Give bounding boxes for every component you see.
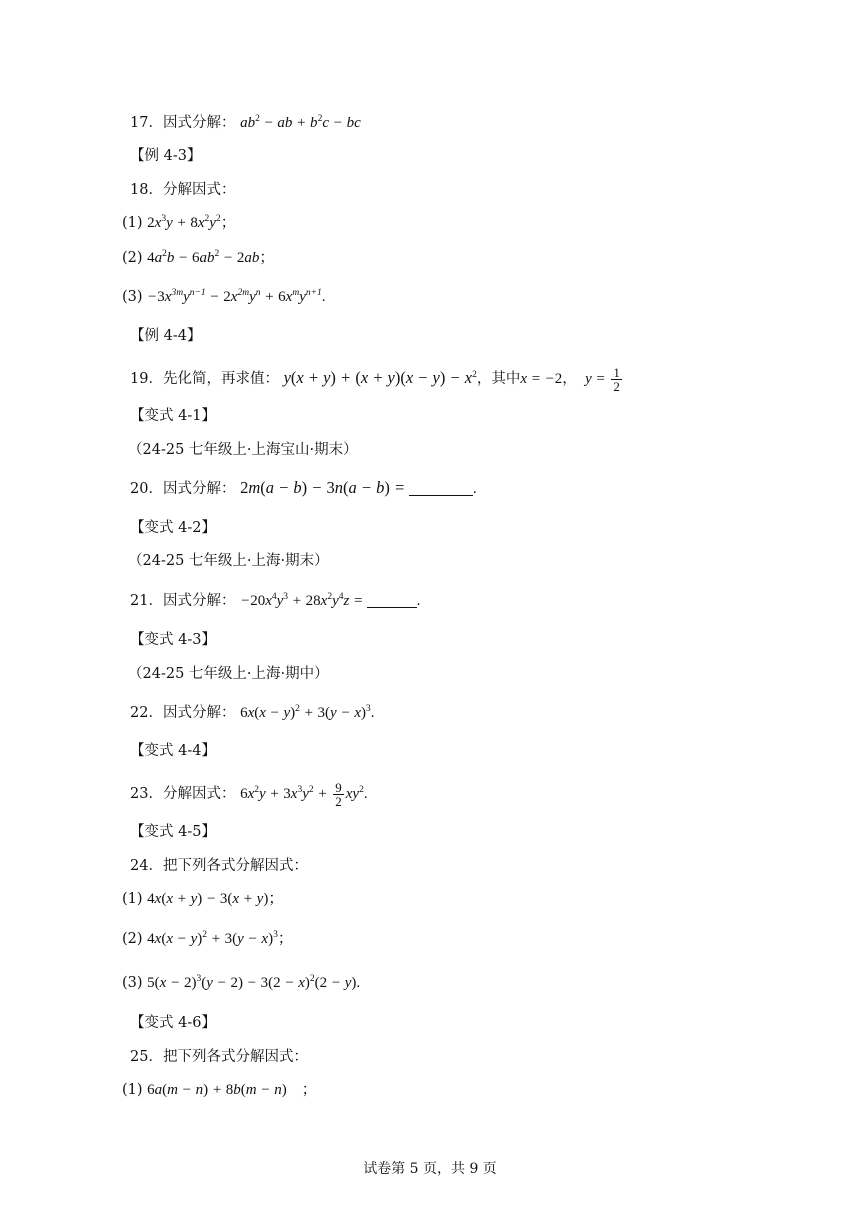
- question-23-label: 23．分解因式：: [130, 785, 236, 802]
- question-24-part-3: [122, 973, 360, 993]
- question-22-label: 22．因式分解：: [130, 705, 236, 721]
- question-24-part-2: [122, 929, 293, 949]
- question-17-expression: $ab^2$ − ab + $b^2c$ − bc: [240, 114, 361, 131]
- question-19-label: 19．先化简，再求值：: [130, 370, 279, 387]
- question-17-label: 17．因式分解：: [130, 115, 236, 131]
- question-19-condition-text: ，其中: [476, 370, 521, 387]
- part-expression: $-3x^{3m}y^{n-1} - 2x^{2m}y^n + 6x^my^{n+1}$.: [147, 288, 326, 305]
- part-label: (1): [122, 891, 143, 907]
- question-17: [130, 113, 361, 133]
- question-24: 24．把下列各式分解因式：: [130, 858, 308, 874]
- part-expression: 4x(x + y) − 3(x + y)；: [147, 891, 284, 907]
- question-18-part-3: [122, 287, 326, 307]
- question-21-label: 21．因式分解：: [130, 593, 236, 609]
- question-20-expression: 2m(a − b) − 3n(a − b) =: [240, 478, 410, 497]
- part-expression: $2x^3y + 8x^2y^2$；: [147, 214, 236, 231]
- question-23-expression: $6x^2y + 3x^3y^2$ + $\frac{9}{2}$ $xy^2$.: [240, 780, 368, 809]
- variant-4-1-heading: 【变式 4-1】: [130, 408, 216, 424]
- example-4-4-heading: 【例 4-4】: [130, 328, 202, 344]
- x-value: x = −2: [520, 370, 563, 387]
- variant-4-5-heading: 【变式 4-5】: [130, 824, 216, 840]
- variant-4-1-source: （24-25 七年级上·上海宝山·期末）: [128, 442, 358, 458]
- part-label: (1): [122, 1082, 143, 1098]
- question-24-part-1: [122, 889, 283, 909]
- variant-4-6-heading: 【变式 4-6】: [130, 1015, 216, 1031]
- answer-blank[interactable]: [367, 593, 417, 608]
- variant-4-2-heading: 【变式 4-2】: [130, 520, 216, 536]
- question-23: [130, 781, 368, 808]
- variant-4-2-source: （24-25 七年级上·上海·期末）: [128, 553, 329, 569]
- part-label: (2): [122, 250, 143, 266]
- question-19: [130, 366, 624, 393]
- question-21-expression: $-20x^4y^3 + 28x^2y^4z$ =: [240, 592, 367, 609]
- fraction-nine-halves: $\frac{9}{2}$: [335, 780, 342, 809]
- question-25: 25．把下列各式分解因式：: [130, 1049, 308, 1065]
- part-label: (3): [122, 289, 143, 305]
- part-label: (1): [122, 215, 143, 231]
- question-18-part-2: [122, 248, 274, 268]
- question-19-separator: ，: [562, 370, 577, 387]
- part-expression: $4a^2b - 6ab^2 - 2ab$；: [147, 249, 275, 266]
- question-22-expression: $6x(x - y)^2 + 3(y - x)^3$.: [240, 704, 375, 721]
- answer-blank[interactable]: [409, 481, 473, 496]
- question-25-part-1: [122, 1080, 317, 1100]
- part-label: (3): [122, 975, 143, 991]
- fraction-one-half: $\frac{1}{2}$: [613, 365, 620, 394]
- example-4-3-heading: 【例 4-3】: [130, 148, 202, 164]
- variant-4-3-source: （24-25 七年级上·上海·期中）: [128, 666, 329, 682]
- question-20-label: 20．因式分解：: [130, 481, 236, 497]
- variant-4-3-heading: 【变式 4-3】: [130, 632, 216, 648]
- page-footer: 试卷第 5 页，共 9 页: [363, 1161, 497, 1177]
- variant-4-4-heading: 【变式 4-4】: [130, 743, 216, 759]
- part-expression: 6a(m − n) + 8b(m − n) ；: [147, 1082, 317, 1098]
- part-expression: $4x(x - y)^2 + 3(y - x)^3$；: [147, 930, 293, 947]
- part-label: (2): [122, 931, 143, 947]
- question-22: [130, 703, 374, 723]
- y-value: y = $\frac{1}{2}$: [581, 365, 620, 394]
- question-19-expression: $y(x + y) + (x + y)(x - y) - x^2$: [283, 367, 477, 387]
- part-expression: $5(x - 2)^3(y - 2) - 3(2 - x)^2(2 - y)$.: [147, 974, 361, 991]
- question-18: 18．分解因式：: [130, 182, 236, 198]
- question-21: 21．因式分解： $-20x^4y^3 + 28x^2y^4z$ = .: [130, 592, 421, 609]
- question-18-part-1: [122, 213, 236, 233]
- question-20: 20．因式分解： 2m(a − b) − 3n(a − b) = .: [130, 478, 478, 497]
